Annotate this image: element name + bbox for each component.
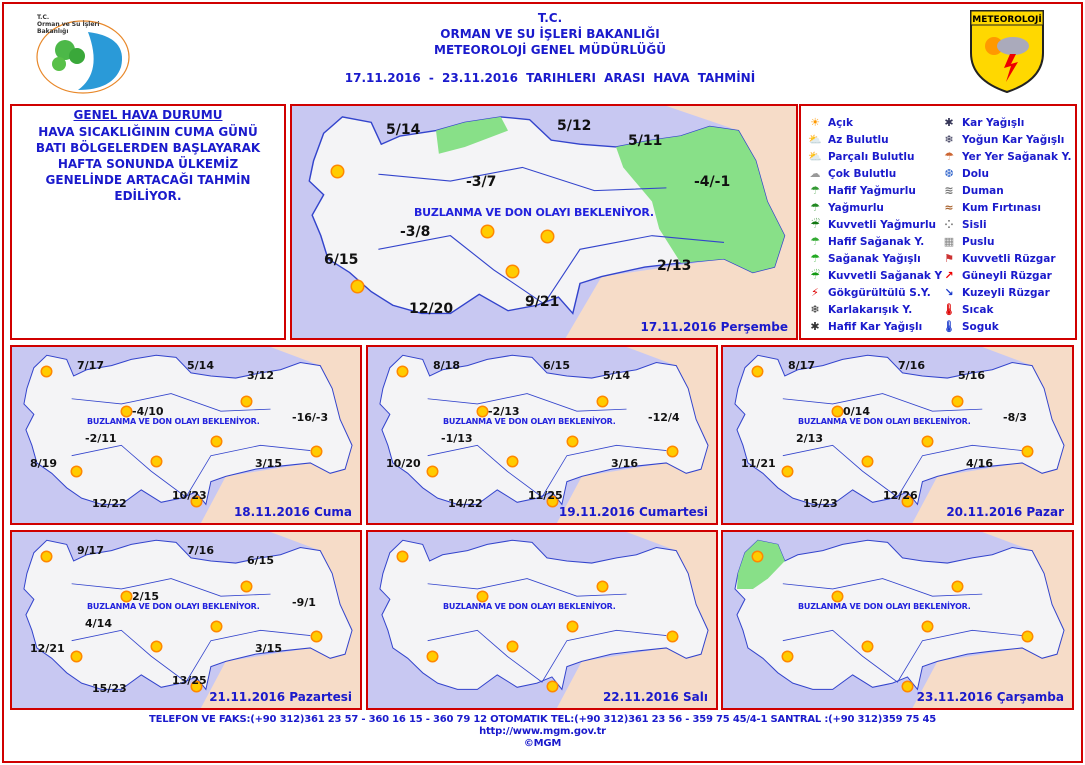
weather-icon: ☂: [944, 150, 954, 163]
legend-item: [807, 301, 942, 318]
sun-icon: [753, 552, 762, 561]
temp-label: 0/14: [843, 405, 870, 418]
temp-label: -4/10: [132, 405, 164, 418]
legend-item: [807, 131, 942, 148]
weather-icon: ☂: [810, 201, 820, 214]
legend-label: Karlakarışık Y.: [828, 303, 913, 316]
footer-contact: TELEFON VE FAKS:(+90 312)361 23 57 - 360 16 15 - 360 79 12 OTOMATIK TEL:(+90 312)361 23 56 - 359 75 45/4-1 SANTRAL :(+90 312)359 75 45: [148, 714, 937, 725]
sun-icon: [482, 226, 493, 237]
legend-item: [941, 114, 1072, 131]
weather-icon: ✱: [944, 116, 954, 129]
legend-label: Çok Bulutlu: [828, 167, 897, 180]
map-panel-21-11: [10, 530, 362, 710]
legend-label: Yağmurlu: [828, 201, 884, 214]
temp-label: 8/17: [788, 359, 815, 372]
sun-icon: [152, 457, 161, 466]
legend-label: Soguk: [962, 320, 999, 333]
sun-icon: [507, 266, 518, 277]
legend-label: Hafif Sağanak Y.: [828, 235, 925, 248]
legend-item: [807, 233, 942, 250]
sun-icon: [548, 682, 557, 691]
map-panel-20-11: [721, 345, 1074, 525]
sun-icon: [122, 592, 131, 601]
sun-icon: [398, 552, 407, 561]
temp-label: 12/20: [409, 301, 454, 317]
header-forecast-range: 17.11.2016 - 23.11.2016 TARIHLERI ARASI HAVA TAHMİNİ: [344, 71, 756, 85]
legend-label: Dolu: [962, 167, 990, 180]
legend-item: [941, 233, 1072, 250]
sun-icon: [352, 281, 363, 292]
sun-icon: [783, 652, 792, 661]
temp-label: 9/17: [77, 544, 104, 557]
temp-label: 9/21: [525, 294, 560, 310]
temp-label: 11/21: [741, 457, 776, 470]
map-panel-23-11: [721, 530, 1074, 710]
legend-label: Kuzeyli Rüzgar: [962, 286, 1050, 299]
frost-warning: BUZLANMA VE DON OLAYI BEKLENİYOR.: [443, 417, 616, 426]
temp-label: 3/15: [255, 457, 282, 470]
sun-icon: [428, 467, 437, 476]
legend-item: [941, 148, 1072, 165]
legend-label: Kuvvetli Rüzgar: [962, 252, 1056, 265]
map-date: 21.11.2016 Pazartesi: [209, 690, 352, 704]
ministry-logo: [33, 12, 133, 94]
sun-icon: [923, 437, 932, 446]
weather-icon: ≈: [944, 201, 954, 214]
sun-icon: [72, 467, 81, 476]
legend-label: Kar Yağışlı: [962, 116, 1025, 129]
legend-label: Duman: [962, 184, 1004, 197]
legend-label: Yer Yer Sağanak Y.: [962, 150, 1072, 163]
map-date: 23.11.2016 Çarşamba: [916, 690, 1064, 704]
weather-icon: ☀: [810, 116, 820, 129]
legend-label: Hafif Kar Yağışlı: [828, 320, 923, 333]
weather-icon: ☔: [810, 218, 820, 231]
weather-icon: ↘: [944, 286, 954, 299]
legend-item: [941, 267, 1072, 284]
temp-label: 15/23: [92, 682, 127, 695]
temp-label: 5/11: [628, 133, 663, 149]
header-ministry: ORMAN VE SU İŞLERİ BAKANLIĞI: [440, 27, 660, 41]
legend-item: [807, 318, 942, 335]
footer-copyright: ©MGM: [523, 738, 562, 749]
legend-item: [941, 131, 1072, 148]
sun-icon: [72, 652, 81, 661]
sun-icon: [242, 397, 251, 406]
legend-label: Sisli: [962, 218, 987, 231]
legend-item: [807, 199, 942, 216]
sun-icon: [42, 552, 51, 561]
temp-label: -1/13: [441, 432, 473, 445]
temp-label: 8/19: [30, 457, 57, 470]
weather-icon: 🌡: [942, 303, 956, 316]
sun-icon: [863, 457, 872, 466]
legend-label: Parçalı Bulutlu: [828, 150, 915, 163]
header-line: T.C.: [537, 11, 563, 25]
legend-label: Kum Fırtınası: [962, 201, 1042, 214]
sun-icon: [833, 592, 842, 601]
weather-icon: ✱: [810, 320, 820, 333]
temp-label: -2/11: [85, 432, 117, 445]
legend-item: [941, 301, 1072, 318]
temp-label: 5/14: [386, 122, 421, 138]
weather-icon: ❆: [944, 167, 954, 180]
sun-icon: [953, 397, 962, 406]
temp-label: 5/14: [603, 369, 630, 382]
temp-label: 2/13: [657, 258, 692, 274]
general-weather-title: GENEL HAVA DURUMU: [73, 108, 223, 122]
sun-icon: [923, 622, 932, 631]
legend-item: [807, 284, 942, 301]
temp-label: -4/-1: [694, 174, 731, 190]
svg-text:METEOROLOJİ: METEOROLOJİ: [972, 15, 1042, 25]
temp-label: 4/16: [966, 457, 993, 470]
temp-label: 11/25: [528, 489, 563, 502]
temp-label: 14/22: [448, 497, 483, 510]
weather-icon: ❄: [810, 303, 820, 316]
temp-label: 12/21: [30, 642, 65, 655]
sun-icon: [508, 642, 517, 651]
weather-icon: ☁: [809, 167, 821, 180]
sun-icon: [42, 367, 51, 376]
sun-icon: [668, 632, 677, 641]
map-date: 20.11.2016 Pazar: [946, 505, 1064, 519]
sun-icon: [568, 622, 577, 631]
sun-icon: [1023, 447, 1032, 456]
legend-item: [807, 114, 942, 131]
sun-icon: [212, 437, 221, 446]
legend-item: [807, 250, 942, 267]
temp-label: 13/25: [172, 674, 207, 687]
sun-icon: [863, 642, 872, 651]
temp-label: -16/-3: [292, 411, 329, 424]
temp-label: 2/15: [132, 590, 159, 603]
sun-icon: [478, 407, 487, 416]
legend-label: Sağanak Yağışlı: [828, 252, 921, 265]
weather-icon: 🌡: [942, 320, 956, 333]
map-date: 22.11.2016 Salı: [602, 690, 708, 704]
sun-icon: [428, 652, 437, 661]
sun-icon: [398, 367, 407, 376]
temp-label: -2/13: [488, 405, 520, 418]
sun-icon: [903, 682, 912, 691]
weather-icon: ☔: [810, 269, 820, 282]
temp-label: 3/12: [247, 369, 274, 382]
map-panel-19-11: [366, 345, 718, 525]
legend-label: Açık: [828, 116, 853, 129]
temp-label: 3/15: [255, 642, 282, 655]
legend-label: Kuvvetli Sağanak Y: [828, 269, 943, 282]
frost-warning: BUZLANMA VE DON OLAYI BEKLENİYOR.: [414, 206, 654, 219]
legend-item: [941, 182, 1072, 199]
sun-icon: [332, 166, 343, 177]
weather-icon: ⚑: [944, 252, 954, 265]
map-date: 17.11.2016 Perşembe: [640, 320, 788, 334]
temp-label: -3/8: [400, 224, 431, 240]
weather-icon: ⁘: [944, 218, 954, 231]
sun-icon: [598, 397, 607, 406]
legend-item: [941, 165, 1072, 182]
general-weather-text: HAVA SICAKLIĞININ CUMA GÜNÜ BATI BÖLGELERDEN BAŞLAYARAK HAFTA SONUNDA ÜLKEMİZ GENELİNDE ARTACAĞI TAHMİN EDİLİYOR.: [35, 125, 261, 203]
weather-icon: ☂: [810, 184, 820, 197]
temp-label: 7/16: [898, 359, 925, 372]
legend-item: [941, 284, 1072, 301]
weather-icon: ⛅: [808, 133, 822, 146]
weather-icon: ☂: [810, 235, 820, 248]
temp-label: 5/16: [958, 369, 985, 382]
temp-label: -8/3: [1003, 411, 1027, 424]
legend-label: Güneyli Rüzgar: [962, 269, 1052, 282]
sun-icon: [312, 447, 321, 456]
sun-icon: [568, 437, 577, 446]
temp-label: 5/14: [187, 359, 214, 372]
frost-warning: BUZLANMA VE DON OLAYI BEKLENİYOR.: [87, 602, 260, 611]
sun-icon: [122, 407, 131, 416]
general-weather-box: [10, 104, 286, 340]
legend-label: Gökgürültülü S.Y.: [828, 286, 931, 299]
temp-label: -9/1: [292, 596, 316, 609]
weather-icon: ↗: [944, 269, 954, 282]
frost-warning: BUZLANMA VE DON OLAYI BEKLENİYOR.: [443, 602, 616, 611]
legend-item: [807, 148, 942, 165]
weather-icon: ☂: [810, 252, 820, 265]
legend-item: [807, 216, 942, 233]
meteoroloji-logo: [968, 8, 1046, 94]
temp-label: 3/16: [611, 457, 638, 470]
temp-label: 5/12: [557, 118, 592, 134]
sun-icon: [833, 407, 842, 416]
weather-icon: ⚡: [811, 286, 819, 299]
map-panel-22-11: [366, 530, 718, 710]
legend-label: Puslu: [962, 235, 995, 248]
sun-icon: [152, 642, 161, 651]
temp-label: 10/20: [386, 457, 421, 470]
weather-icon: ≋: [944, 184, 954, 197]
temp-label: 15/23: [803, 497, 838, 510]
frost-warning: BUZLANMA VE DON OLAYI BEKLENİYOR.: [798, 417, 971, 426]
map-panel-18-11: [10, 345, 362, 525]
sun-icon: [953, 582, 962, 591]
sun-icon: [783, 467, 792, 476]
legend-item: [941, 318, 1072, 335]
temp-label: -3/7: [466, 174, 497, 190]
temp-label: 6/15: [324, 252, 359, 268]
frost-warning: BUZLANMA VE DON OLAYI BEKLENİYOR.: [87, 417, 260, 426]
temp-label: 6/15: [543, 359, 570, 372]
temp-label: 12/26: [883, 489, 918, 502]
page-header: [300, 10, 800, 86]
weather-icon: ❄: [944, 133, 954, 146]
map-date: 19.11.2016 Cumartesi: [558, 505, 708, 519]
temp-label: 4/14: [85, 617, 112, 630]
legend-item: [807, 165, 942, 182]
weather-icon: ⛅: [808, 150, 822, 163]
sun-icon: [753, 367, 762, 376]
legend-label: Yoğun Kar Yağışlı: [962, 133, 1065, 146]
legend-item: [941, 250, 1072, 267]
footer: [0, 714, 1085, 750]
legend-item: [807, 182, 942, 199]
temp-label: 7/17: [77, 359, 104, 372]
weather-icon: ▦: [943, 235, 955, 248]
ministry-logo-text: T.C. Orman ve Su İşleri Bakanlığı: [37, 14, 100, 35]
map-date: 18.11.2016 Cuma: [233, 505, 352, 519]
legend-label: Az Bulutlu: [828, 133, 889, 146]
temp-label: 10/23: [172, 489, 207, 502]
header-directorate: METEOROLOJİ GENEL MÜDÜRLÜĞÜ: [434, 43, 666, 57]
legend-item: [807, 267, 942, 284]
sun-icon: [478, 592, 487, 601]
sun-icon: [668, 447, 677, 456]
legend-item: [941, 199, 1072, 216]
weather-legend: [799, 104, 1077, 340]
frost-warning: BUZLANMA VE DON OLAYI BEKLENİYOR.: [798, 602, 971, 611]
temp-label: 6/15: [247, 554, 274, 567]
sun-icon: [598, 582, 607, 591]
legend-label: Sıcak: [962, 303, 994, 316]
sun-icon: [312, 632, 321, 641]
sun-icon: [1023, 632, 1032, 641]
temp-label: 7/16: [187, 544, 214, 557]
sun-icon: [212, 622, 221, 631]
sun-icon: [508, 457, 517, 466]
legend-label: Kuvvetli Yağmurlu: [828, 218, 937, 231]
temp-label: -12/4: [648, 411, 680, 424]
footer-website-link[interactable]: http://www.mgm.gov.tr: [479, 726, 606, 737]
sun-icon: [242, 582, 251, 591]
sun-icon: [542, 231, 553, 242]
temp-label: 2/13: [796, 432, 823, 445]
legend-item: [941, 216, 1072, 233]
legend-label: Hafif Yağmurlu: [828, 184, 916, 197]
temp-label: 8/18: [433, 359, 460, 372]
map-panel-17-11: [290, 104, 798, 340]
temp-label: 12/22: [92, 497, 127, 510]
